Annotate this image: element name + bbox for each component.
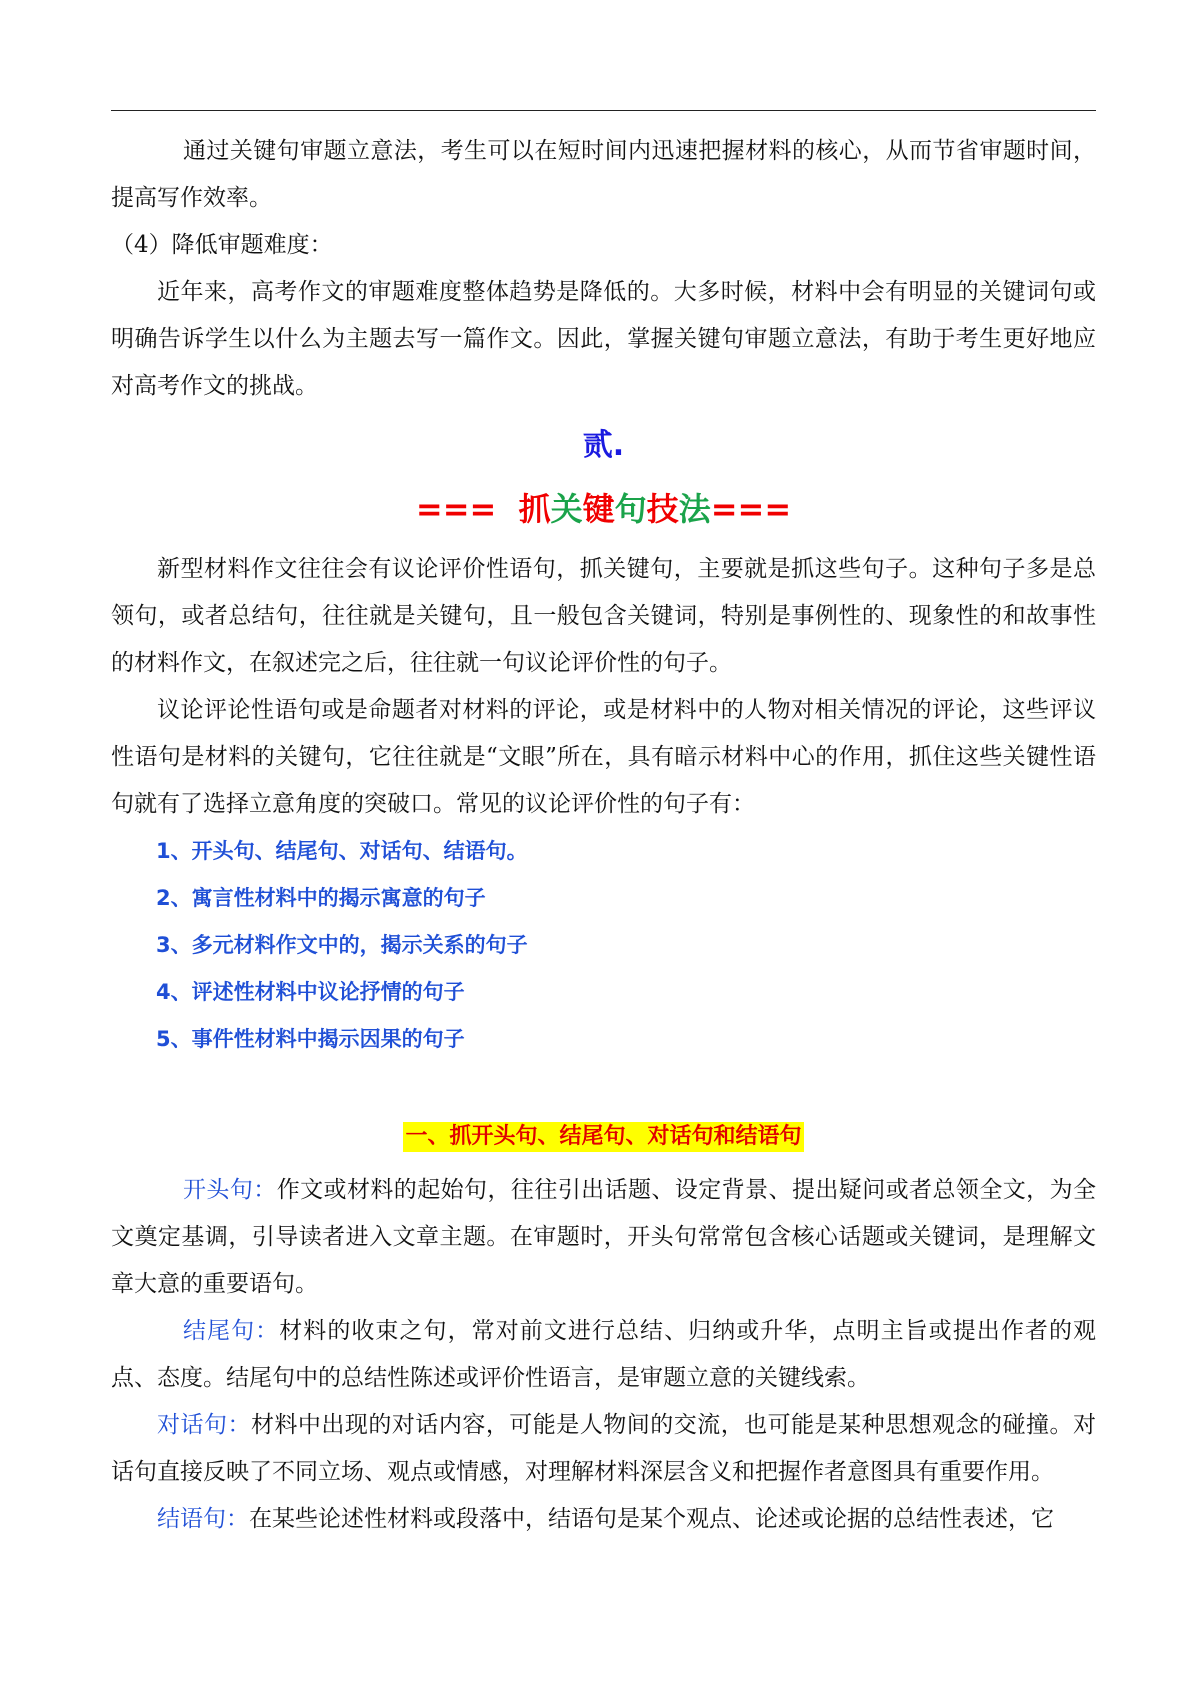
section-title <box>111 476 1096 542</box>
document-body <box>111 128 1096 1543</box>
list-item: 4、评述性材料中议论抒情的句子 <box>156 980 465 1004</box>
definition-ending <box>111 1308 1096 1402</box>
title-char-3: 键 <box>582 490 615 528</box>
title-left-marks: === <box>415 490 497 528</box>
point4-heading: （4）降低审题难度： <box>111 232 333 258</box>
title-char-2: 关 <box>550 490 583 528</box>
term-opening: 开头句： <box>183 1177 277 1203</box>
subsection-heading: 一、抓开头句、结尾句、对话句和结语句 <box>403 1122 803 1152</box>
list-item: 1、开头句、结尾句、对话句、结语句。 <box>156 839 528 863</box>
list-item: 3、多元材料作文中的，揭示关系的句子 <box>156 933 528 957</box>
definition-conclusion <box>111 1496 1096 1543</box>
header-rule <box>111 110 1096 111</box>
point4-paragraph: 近年来，高考作文的审题难度整体趋势是降低的。大多时候，材料中会有明显的关键词句或明确告诉学生以什么为主题去写一篇作文。因此，掌握关键句审题立意法，有助于考生更好地应对高考作文的挑战。 <box>111 279 1096 399</box>
title-char-5: 技 <box>646 490 679 528</box>
definition-text: 作文或材料的起始句，往往引出话题、设定背景、提出疑问或者总领全文，为全文奠定基调，引导读者进入文章主题。在审题时，开头句常常包含核心话题或关键词，是理解文章大意的重要语句。 <box>111 1177 1097 1297</box>
title-char-1: 抓 <box>518 490 551 528</box>
list-item: 5、事件性材料中揭示因果的句子 <box>156 1027 465 1051</box>
title-char-6: 法 <box>678 490 711 528</box>
term-conclusion: 结语句： <box>157 1506 249 1532</box>
definition-text: 材料的收束之句，常对前文进行总结、归纳或升华，点明主旨或提出作者的观点、态度。结尾句中的总结性陈述或评价性语言，是审题立意的关键线索。 <box>111 1318 1097 1391</box>
subsection-heading-wrap <box>111 1113 1096 1163</box>
definition-text: 材料中出现的对话内容，可能是人物间的交流，也可能是某种思想观念的碰撞。对话句直接反映了不同立场、观点或情感，对理解材料深层含义和把握作者意图具有重要作用。 <box>111 1412 1097 1485</box>
definition-dialogue <box>111 1402 1096 1496</box>
title-right-marks: === <box>710 490 792 528</box>
definition-opening <box>111 1167 1096 1308</box>
title-char-4: 句 <box>614 490 647 528</box>
intro-paragraph: 通过关键句审题立意法，考生可以在短时间内迅速把握材料的核心，从而节省审题时间，提高写作效率。 <box>111 138 1096 211</box>
section-number: 贰. <box>582 428 625 463</box>
paragraph-2: 议论评论性语句或是命题者对材料的评论，或是材料中的人物对相关情况的评论，这些评议性语句是材料的关键句，它往往就是“文眼”所在，具有暗示材料中心的作用，抓住这些关键性语句就有了选择立意角度的突破口。常见的议论评价性的句子有： <box>111 697 1096 817</box>
paragraph-1: 新型材料作文往往会有议论评价性语句，抓关键句，主要就是抓这些句子。这种句子多是总领句，或者总结句，往往就是关键句，且一般包含关键词，特别是事例性的、现象性的和故事性的材料作文，在叙述完之后，往往就一句议论评价性的句子。 <box>111 556 1096 676</box>
term-dialogue: 对话句： <box>157 1412 251 1438</box>
definition-text: 在某些论述性材料或段落中，结语句是某个观点、论述或论据的总结性表述，它 <box>249 1506 1054 1532</box>
list-item: 2、寓言性材料中的揭示寓意的句子 <box>156 886 486 910</box>
term-ending: 结尾句： <box>183 1318 280 1344</box>
sentence-type-list <box>111 828 1096 1063</box>
